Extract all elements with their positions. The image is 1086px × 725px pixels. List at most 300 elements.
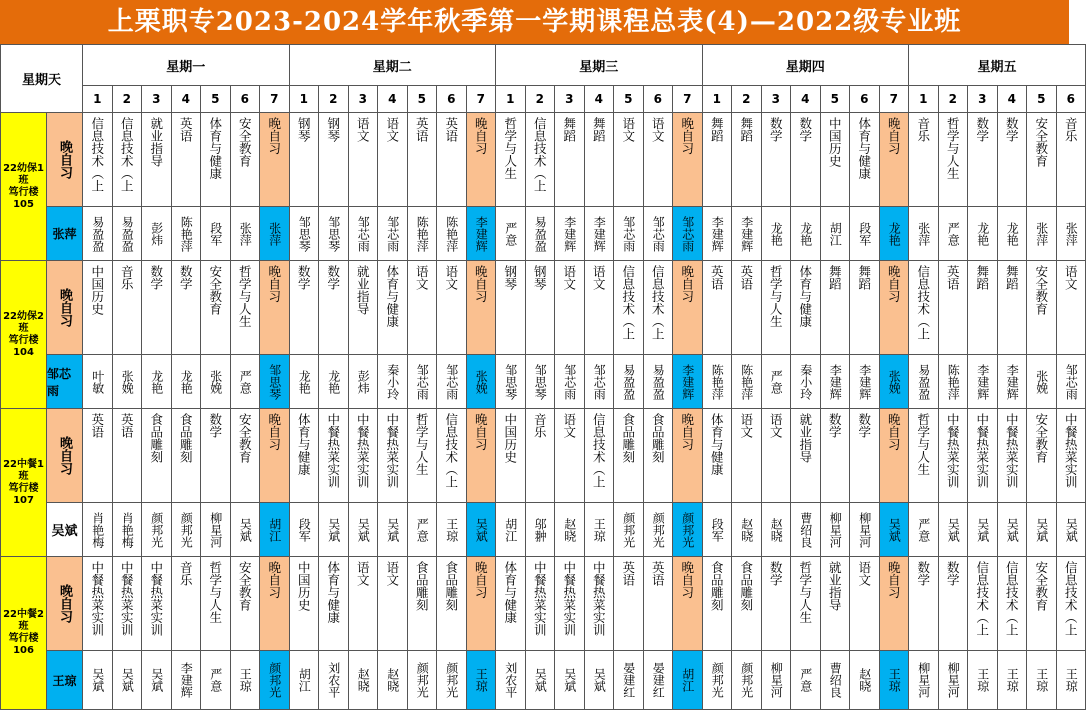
lesson-cell: 语文 — [437, 261, 467, 355]
teacher-cell: 肖艳梅 — [83, 503, 113, 557]
teacher-cell: 邹思琴 — [290, 207, 320, 261]
lesson-cell: 中餐热菜实训 — [585, 557, 615, 651]
lesson-cell: 体育与健康 — [496, 557, 526, 651]
lesson-cell: 音乐 — [526, 409, 556, 503]
day-header: 星期二 — [290, 45, 497, 86]
lesson-cell: 安全教育 — [1027, 409, 1057, 503]
class-room: 笃行楼105 — [8, 186, 39, 210]
lesson-cell: 语文 — [408, 261, 438, 355]
lesson-cell: 数学 — [762, 557, 792, 651]
lesson-cell: 信息技术（上 — [437, 409, 467, 503]
lesson-cell: 中餐热菜实训 — [378, 409, 408, 503]
lesson-cell: 哲学与人生 — [408, 409, 438, 503]
lesson-cell: 食品雕刻 — [614, 409, 644, 503]
lesson-cell: 安全教育 — [1027, 113, 1057, 207]
teacher-cell: 陈艳萍 — [703, 355, 733, 409]
teacher-cell: 邹芯雨 — [585, 355, 615, 409]
lesson-cell: 食品雕刻 — [437, 557, 467, 651]
teacher-cell: 易盈盈 — [909, 355, 939, 409]
period-number: 6 — [850, 86, 880, 113]
lesson-cell: 信息技术（上 — [526, 113, 556, 207]
teacher-cell: 李建辉 — [673, 355, 703, 409]
teacher-cell: 王琼 — [231, 651, 261, 710]
teacher-cell: 吴斌 — [526, 651, 556, 710]
teacher-cell: 张娩 — [201, 355, 231, 409]
lesson-cell: 英语 — [172, 113, 202, 207]
teacher-cell: 颜邦光 — [437, 651, 467, 710]
teacher-cell: 严意 — [201, 651, 231, 710]
teacher-cell: 邹芯雨 — [644, 207, 674, 261]
teacher-cell: 张萍 — [1057, 207, 1086, 261]
teacher-cell: 吴斌 — [1027, 503, 1057, 557]
lesson-cell: 数学 — [319, 261, 349, 355]
lesson-cell: 数学 — [968, 113, 998, 207]
teacher-cell: 易盈盈 — [83, 207, 113, 261]
teacher-cell: 严意 — [939, 207, 969, 261]
teacher-cell: 赵晓 — [378, 651, 408, 710]
teacher-cell: 吴斌 — [113, 651, 143, 710]
teacher-cell: 叶敏 — [83, 355, 113, 409]
teacher-cell: 龙艳 — [142, 355, 172, 409]
lesson-cell: 语文 — [762, 409, 792, 503]
class-label — [1, 113, 47, 261]
homeroom-teacher: 邹芯雨 — [47, 355, 83, 409]
teacher-cell: 吴斌 — [83, 651, 113, 710]
class-room: 笃行楼104 — [8, 334, 39, 358]
lesson-cell: 体育与健康 — [791, 261, 821, 355]
teacher-cell: 李建辉 — [968, 355, 998, 409]
teacher-cell: 张娩 — [880, 355, 910, 409]
period-number: 1 — [83, 86, 113, 113]
teacher-cell: 陈艳萍 — [939, 355, 969, 409]
period-number: 2 — [732, 86, 762, 113]
teacher-cell: 吴斌 — [555, 651, 585, 710]
lesson-cell: 中餐热菜实训 — [968, 409, 998, 503]
class-label — [1, 409, 47, 557]
teacher-cell: 陈艳萍 — [408, 207, 438, 261]
evening-study-cell: 晚自习 — [260, 409, 290, 503]
period-number: 6 — [437, 86, 467, 113]
class-label — [1, 557, 47, 710]
period-number: 1 — [909, 86, 939, 113]
teacher-cell: 吴斌 — [142, 651, 172, 710]
teacher-cell: 柳星河 — [909, 651, 939, 710]
teacher-cell: 李建辉 — [555, 207, 585, 261]
lesson-cell: 语文 — [614, 113, 644, 207]
homeroom-teacher: 王琼 — [47, 651, 83, 710]
lesson-cell: 英语 — [732, 261, 762, 355]
period-number: 2 — [319, 86, 349, 113]
day-header: 星期三 — [496, 45, 703, 86]
lesson-cell: 数学 — [290, 261, 320, 355]
teacher-cell: 严意 — [909, 503, 939, 557]
teacher-cell: 李建辉 — [732, 207, 762, 261]
teacher-cell: 严意 — [496, 207, 526, 261]
teacher-cell: 邹芯雨 — [378, 207, 408, 261]
teacher-cell: 吴斌 — [880, 503, 910, 557]
lesson-cell: 数学 — [762, 113, 792, 207]
lesson-cell: 英语 — [614, 557, 644, 651]
lesson-cell: 语文 — [850, 557, 880, 651]
teacher-cell: 曹绍良 — [821, 651, 851, 710]
period-number: 4 — [791, 86, 821, 113]
lesson-cell: 安全教育 — [231, 409, 261, 503]
class-name: 22中餐2班 — [3, 609, 44, 632]
lesson-cell: 钢琴 — [290, 113, 320, 207]
lesson-cell: 音乐 — [1057, 113, 1086, 207]
teacher-cell: 邹芯雨 — [349, 207, 379, 261]
period-number: 7 — [467, 86, 497, 113]
teacher-cell: 颜邦光 — [142, 503, 172, 557]
lesson-cell: 音乐 — [113, 261, 143, 355]
lesson-cell: 体育与健康 — [378, 261, 408, 355]
teacher-cell: 李建辉 — [821, 355, 851, 409]
teacher-cell: 吴斌 — [231, 503, 261, 557]
lesson-cell: 体育与健康 — [290, 409, 320, 503]
teacher-cell: 胡江 — [673, 651, 703, 710]
teacher-cell: 易盈盈 — [644, 355, 674, 409]
period-number: 1 — [703, 86, 733, 113]
teacher-cell: 王琼 — [880, 651, 910, 710]
lesson-cell: 信息技术（上 — [998, 557, 1028, 651]
class-label — [1, 261, 47, 409]
teacher-cell: 张萍 — [1027, 207, 1057, 261]
lesson-cell: 中餐热菜实训 — [555, 557, 585, 651]
teacher-cell: 赵晓 — [732, 503, 762, 557]
class-name: 22幼保2班 — [3, 310, 44, 334]
teacher-cell: 易盈盈 — [614, 355, 644, 409]
lesson-cell: 中餐热菜实训 — [113, 557, 143, 651]
period-number: 6 — [644, 86, 674, 113]
teacher-cell: 胡江 — [496, 503, 526, 557]
lesson-cell: 数学 — [201, 409, 231, 503]
teacher-cell: 李建辉 — [467, 207, 497, 261]
lesson-cell: 哲学与人生 — [762, 261, 792, 355]
teacher-cell: 彭炜 — [349, 355, 379, 409]
lesson-cell: 语文 — [349, 557, 379, 651]
lesson-cell: 中餐热菜实训 — [83, 557, 113, 651]
teacher-cell: 张娩 — [113, 355, 143, 409]
teacher-cell: 李建辉 — [850, 355, 880, 409]
lesson-cell: 语文 — [585, 261, 615, 355]
evening-study-cell: 晚自习 — [260, 261, 290, 355]
lesson-cell: 安全教育 — [201, 261, 231, 355]
teacher-cell: 严意 — [408, 503, 438, 557]
lesson-cell: 食品雕刻 — [732, 557, 762, 651]
teacher-cell: 张萍 — [231, 207, 261, 261]
lesson-cell: 音乐 — [172, 557, 202, 651]
teacher-cell: 胡江 — [260, 503, 290, 557]
teacher-cell: 刘农平 — [496, 651, 526, 710]
teacher-cell: 秦小玲 — [378, 355, 408, 409]
class-room: 笃行楼106 — [8, 633, 39, 656]
teacher-cell: 肖艳梅 — [113, 503, 143, 557]
teacher-cell: 龙艳 — [290, 355, 320, 409]
evening-study-cell: 晚自习 — [673, 113, 703, 207]
lesson-cell: 英语 — [703, 261, 733, 355]
lesson-cell: 哲学与人生 — [231, 261, 261, 355]
period-number: 2 — [939, 86, 969, 113]
class-room: 笃行楼107 — [8, 482, 39, 506]
teacher-cell: 张萍 — [260, 207, 290, 261]
lesson-cell: 钢琴 — [526, 261, 556, 355]
homeroom-role: 晚自习 — [47, 409, 83, 503]
lesson-cell: 体育与健康 — [703, 409, 733, 503]
teacher-cell: 段军 — [703, 503, 733, 557]
lesson-cell: 食品雕刻 — [703, 557, 733, 651]
teacher-cell: 严意 — [231, 355, 261, 409]
lesson-cell: 就业指导 — [349, 261, 379, 355]
period-number: 6 — [1057, 86, 1086, 113]
evening-study-cell: 晚自习 — [467, 113, 497, 207]
teacher-cell: 吴斌 — [585, 651, 615, 710]
lesson-cell: 哲学与人生 — [939, 113, 969, 207]
lesson-cell: 数学 — [939, 557, 969, 651]
period-number: 2 — [526, 86, 556, 113]
lesson-cell: 语文 — [378, 557, 408, 651]
lesson-cell: 中餐热菜实训 — [349, 409, 379, 503]
lesson-cell: 安全教育 — [231, 557, 261, 651]
lesson-cell: 语文 — [555, 409, 585, 503]
evening-study-cell: 晚自习 — [673, 557, 703, 651]
teacher-cell: 王琼 — [467, 651, 497, 710]
homeroom-role: 晚自习 — [47, 557, 83, 651]
teacher-cell: 邹思琴 — [319, 207, 349, 261]
teacher-cell: 王琼 — [437, 503, 467, 557]
teacher-cell: 邹芯雨 — [555, 355, 585, 409]
teacher-cell: 龙艳 — [998, 207, 1028, 261]
lesson-cell: 钢琴 — [319, 113, 349, 207]
teacher-cell: 张娩 — [1027, 355, 1057, 409]
teacher-cell: 颜邦光 — [644, 503, 674, 557]
homeroom-teacher: 吴斌 — [47, 503, 83, 557]
lesson-cell: 数学 — [172, 261, 202, 355]
teacher-cell: 邹思琴 — [496, 355, 526, 409]
lesson-cell: 中国历史 — [290, 557, 320, 651]
lesson-cell: 英语 — [939, 261, 969, 355]
lesson-cell: 哲学与人生 — [791, 557, 821, 651]
page-title: 上栗职专2023-2024学年秋季第一学期课程总表(4)—2022级专业班 — [0, 0, 1069, 44]
lesson-cell: 语文 — [1057, 261, 1086, 355]
period-number: 4 — [172, 86, 202, 113]
evening-study-cell: 晚自习 — [467, 557, 497, 651]
lesson-cell: 食品雕刻 — [644, 409, 674, 503]
period-number: 3 — [555, 86, 585, 113]
lesson-cell: 安全教育 — [1027, 261, 1057, 355]
lesson-cell: 英语 — [408, 113, 438, 207]
lesson-cell: 中餐热菜实训 — [526, 557, 556, 651]
lesson-cell: 语文 — [349, 113, 379, 207]
teacher-cell: 颜邦光 — [614, 503, 644, 557]
teacher-cell: 陈艳萍 — [732, 355, 762, 409]
lesson-cell: 哲学与人生 — [909, 409, 939, 503]
lesson-cell: 中餐热菜实训 — [142, 557, 172, 651]
lesson-cell: 英语 — [83, 409, 113, 503]
teacher-cell: 柳星河 — [850, 503, 880, 557]
lesson-cell: 就业指导 — [821, 557, 851, 651]
lesson-cell: 舞蹈 — [732, 113, 762, 207]
teacher-cell: 刘农平 — [319, 651, 349, 710]
homeroom-teacher: 张萍 — [47, 207, 83, 261]
teacher-cell: 赵晓 — [762, 503, 792, 557]
teacher-cell: 陈艳萍 — [172, 207, 202, 261]
lesson-cell: 英语 — [437, 113, 467, 207]
class-name: 22幼保1班 — [3, 162, 44, 186]
lesson-cell: 数学 — [850, 409, 880, 503]
schedule-table — [0, 44, 1086, 710]
period-number: 3 — [142, 86, 172, 113]
lesson-cell: 安全教育 — [231, 113, 261, 207]
teacher-cell: 柳星河 — [762, 651, 792, 710]
lesson-cell: 语文 — [644, 113, 674, 207]
lesson-cell: 英语 — [644, 557, 674, 651]
teacher-cell: 曹绍良 — [791, 503, 821, 557]
class-name: 22中餐1班 — [3, 458, 44, 482]
evening-study-cell: 晚自习 — [260, 113, 290, 207]
lesson-cell: 食品雕刻 — [408, 557, 438, 651]
lesson-cell: 信息技术（上 — [1057, 557, 1086, 651]
lesson-cell: 舞蹈 — [821, 261, 851, 355]
teacher-cell: 赵晓 — [349, 651, 379, 710]
lesson-cell: 语文 — [378, 113, 408, 207]
teacher-cell: 颜邦光 — [703, 651, 733, 710]
teacher-cell: 易盈盈 — [526, 207, 556, 261]
lesson-cell: 哲学与人生 — [496, 113, 526, 207]
lesson-cell: 舞蹈 — [850, 261, 880, 355]
lesson-cell: 体育与健康 — [319, 557, 349, 651]
teacher-cell: 李建辉 — [703, 207, 733, 261]
lesson-cell: 就业指导 — [791, 409, 821, 503]
teacher-cell: 吴斌 — [968, 503, 998, 557]
lesson-cell: 信息技术（上 — [909, 261, 939, 355]
lesson-cell: 中国历史 — [821, 113, 851, 207]
teacher-cell: 邬翀 — [526, 503, 556, 557]
teacher-cell: 王琼 — [968, 651, 998, 710]
period-number: 1 — [290, 86, 320, 113]
evening-study-cell: 晚自习 — [880, 557, 910, 651]
teacher-cell: 王琼 — [1057, 651, 1086, 710]
teacher-cell: 彭炜 — [142, 207, 172, 261]
teacher-cell: 颜邦光 — [408, 651, 438, 710]
period-number: 2 — [113, 86, 143, 113]
homeroom-role: 晚自习 — [47, 261, 83, 355]
teacher-cell: 胡江 — [821, 207, 851, 261]
lesson-cell: 语文 — [732, 409, 762, 503]
teacher-cell: 邹思琴 — [526, 355, 556, 409]
lesson-cell: 中餐热菜实训 — [1057, 409, 1086, 503]
evening-study-cell: 晚自习 — [880, 261, 910, 355]
teacher-cell: 颜邦光 — [673, 503, 703, 557]
lesson-cell: 信息技术（上 — [968, 557, 998, 651]
teacher-cell: 赵晓 — [850, 651, 880, 710]
period-number: 7 — [880, 86, 910, 113]
lesson-cell: 中餐热菜实训 — [319, 409, 349, 503]
lesson-cell: 信息技术（上 — [644, 261, 674, 355]
teacher-cell: 秦小玲 — [791, 355, 821, 409]
teacher-cell: 颜邦光 — [260, 651, 290, 710]
teacher-cell: 严意 — [762, 355, 792, 409]
lesson-cell: 哲学与人生 — [201, 557, 231, 651]
lesson-cell: 舞蹈 — [998, 261, 1028, 355]
lesson-cell: 音乐 — [909, 113, 939, 207]
teacher-cell: 龙艳 — [172, 355, 202, 409]
lesson-cell: 食品雕刻 — [142, 409, 172, 503]
teacher-cell: 柳星河 — [939, 651, 969, 710]
evening-study-cell: 晚自习 — [467, 261, 497, 355]
teacher-cell: 吴斌 — [998, 503, 1028, 557]
period-number: 4 — [378, 86, 408, 113]
teacher-cell: 严意 — [791, 651, 821, 710]
teacher-cell: 晏建红 — [614, 651, 644, 710]
lesson-cell: 数学 — [998, 113, 1028, 207]
period-number: 7 — [673, 86, 703, 113]
lesson-cell: 数学 — [142, 261, 172, 355]
evening-study-cell: 晚自习 — [880, 409, 910, 503]
lesson-cell: 信息技术（上 — [113, 113, 143, 207]
teacher-cell: 王琼 — [585, 503, 615, 557]
period-number: 5 — [408, 86, 438, 113]
lesson-cell: 数学 — [909, 557, 939, 651]
period-number: 4 — [998, 86, 1028, 113]
lesson-cell: 数学 — [791, 113, 821, 207]
lesson-cell: 中国历史 — [83, 261, 113, 355]
teacher-cell: 易盈盈 — [113, 207, 143, 261]
period-number: 5 — [201, 86, 231, 113]
teacher-cell: 张娩 — [467, 355, 497, 409]
teacher-cell: 邹芯雨 — [1057, 355, 1086, 409]
teacher-cell: 柳星河 — [201, 503, 231, 557]
lesson-cell: 舞蹈 — [703, 113, 733, 207]
teacher-cell: 段军 — [290, 503, 320, 557]
homeroom-role: 晚自习 — [47, 113, 83, 207]
teacher-cell: 龙艳 — [968, 207, 998, 261]
teacher-cell: 邹芯雨 — [614, 207, 644, 261]
lesson-cell: 舞蹈 — [968, 261, 998, 355]
lesson-cell: 舞蹈 — [585, 113, 615, 207]
teacher-cell: 吴斌 — [349, 503, 379, 557]
teacher-cell: 段军 — [850, 207, 880, 261]
lesson-cell: 体育与健康 — [201, 113, 231, 207]
teacher-cell: 胡江 — [290, 651, 320, 710]
evening-study-cell: 晚自习 — [673, 261, 703, 355]
lesson-cell: 体育与健康 — [850, 113, 880, 207]
lesson-cell: 信息技术（上 — [585, 409, 615, 503]
period-number: 3 — [762, 86, 792, 113]
day-header: 星期一 — [83, 45, 290, 86]
lesson-cell: 中餐热菜实训 — [939, 409, 969, 503]
teacher-cell: 龙艳 — [319, 355, 349, 409]
lesson-cell: 中国历史 — [496, 409, 526, 503]
teacher-cell: 李建辉 — [998, 355, 1028, 409]
teacher-cell: 龙艳 — [880, 207, 910, 261]
teacher-cell: 吴斌 — [467, 503, 497, 557]
teacher-cell: 赵晓 — [555, 503, 585, 557]
lesson-cell: 语文 — [555, 261, 585, 355]
day-header: 星期四 — [703, 45, 910, 86]
lesson-cell: 中餐热菜实训 — [998, 409, 1028, 503]
evening-study-cell: 晚自习 — [880, 113, 910, 207]
evening-study-cell: 晚自习 — [260, 557, 290, 651]
teacher-cell: 吴斌 — [319, 503, 349, 557]
teacher-cell: 王琼 — [998, 651, 1028, 710]
evening-study-cell: 晚自习 — [673, 409, 703, 503]
teacher-cell: 陈艳萍 — [437, 207, 467, 261]
day-header: 星期五 — [909, 45, 1086, 86]
period-number: 5 — [821, 86, 851, 113]
teacher-cell: 吴斌 — [939, 503, 969, 557]
period-number: 5 — [1027, 86, 1057, 113]
period-number: 6 — [231, 86, 261, 113]
